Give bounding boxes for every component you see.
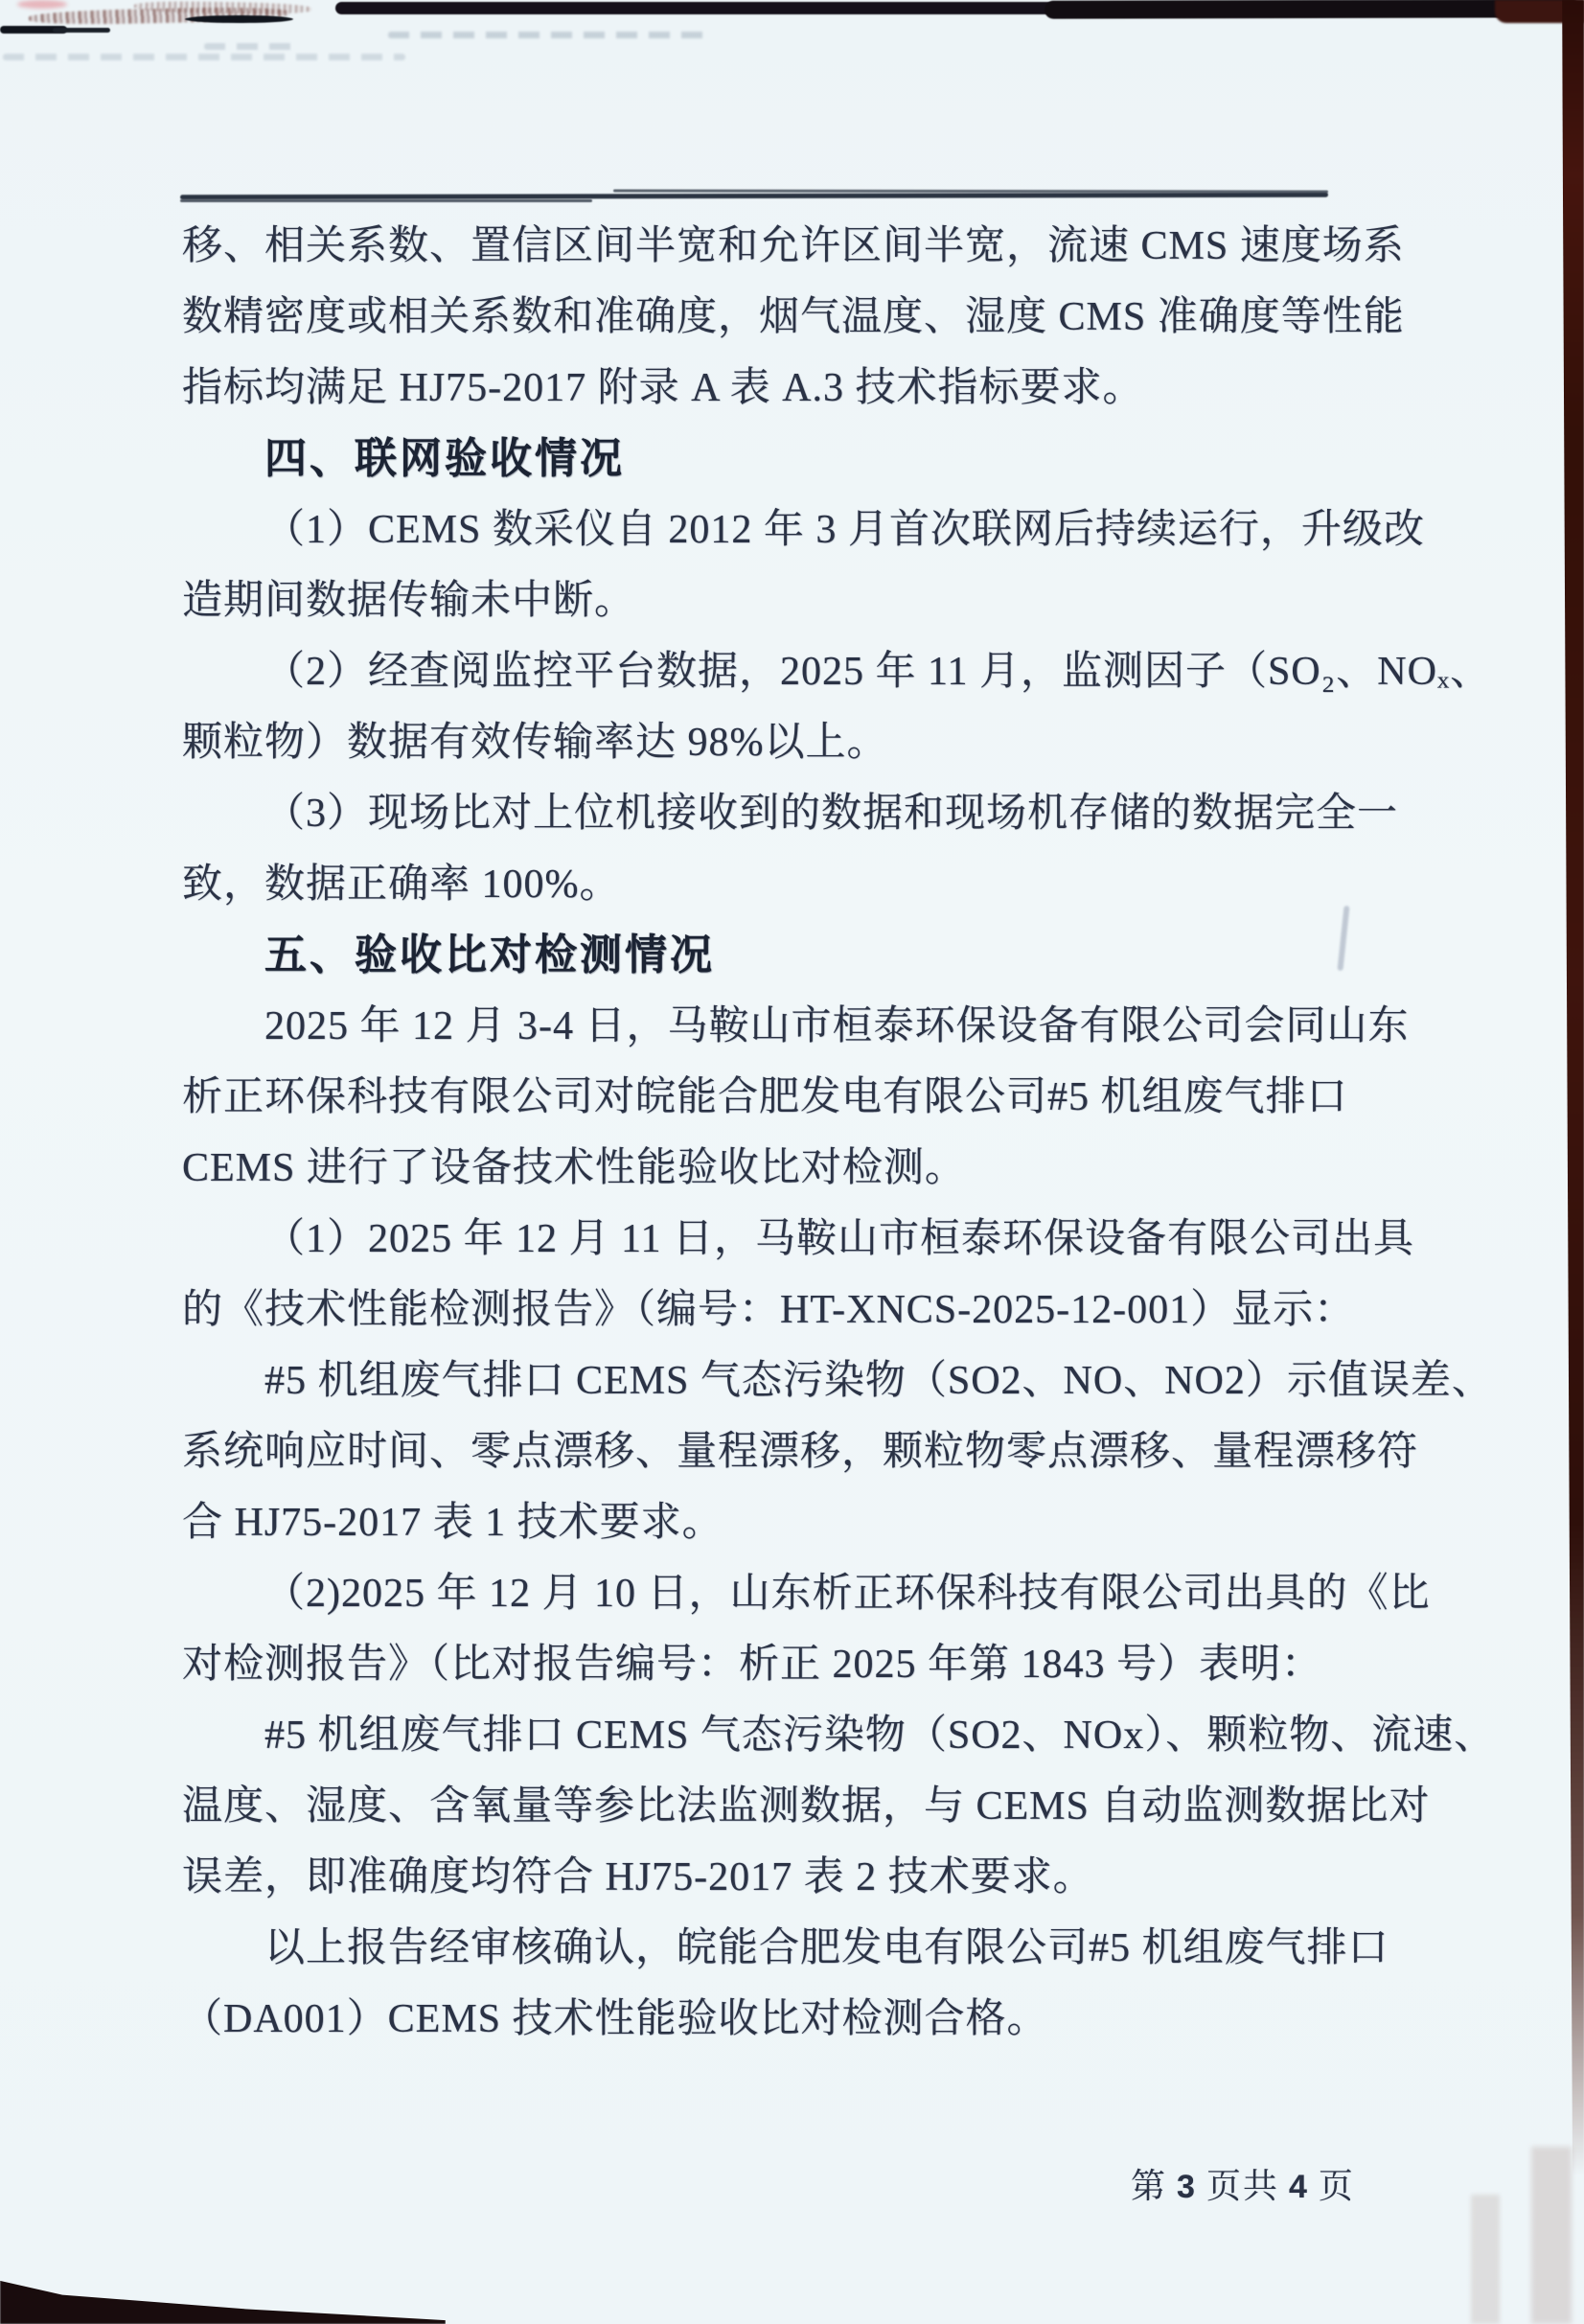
body-line: 的《技术性能检测报告》（编号：HT-XNCS-2025-12-001）显示： [182,1288,1356,1332]
scan-artifact-crease-mark [1337,906,1349,971]
scan-artifact-bleedthrough-row-3 [3,54,405,60]
body-line: 温度、湿度、含氧量等参比法监测数据，与 CEMS 自动监测数据比对 [182,1784,1431,1829]
scan-artifact-ink-line-a [185,15,293,23]
scan-artifact-bottom-right-streaks-2 [1531,2147,1572,2324]
scan-artifact-ink-line-left [0,26,67,34]
body-line: 致，数据正确率 100%。 [182,863,621,907]
body-line: （3）现场比对上位机接收到的数据和现场机存储的数据完全一 [264,792,1399,836]
body-line: CEMS 进行了设备技术性能验收比对检测。 [182,1146,966,1190]
scan-artifact-ink-line-left-2 [53,28,110,33]
scan-artifact-top-edge-band [335,2,1567,14]
body-line: 数精密度或相关系数和准确度，烟气温度、湿度 CMS 准确度等性能 [182,295,1405,339]
body-line: 以上报告经审核确认，皖能合肥发电有限公司#5 机组废气排口 [264,1926,1389,1970]
body-line: 误差，即准确度均符合 HJ75-2017 表 2 技术要求。 [182,1855,1094,1899]
scan-artifact-handwriting-smudge-2 [134,0,311,14]
body-line: 颗粒物）数据有效传输率达 98%以上。 [182,721,888,765]
body-line: 合 HJ75-2017 表 1 技术要求。 [182,1501,723,1545]
body-line: 系统响应时间、零点漂移、量程漂移，颗粒物零点漂移、量程漂移符 [182,1430,1419,1474]
page-number-prefix: 第 [1131,2167,1168,2205]
body-line: 对检测报告》（比对报告编号：析正 2025 年第 1843 号）表明： [182,1643,1323,1687]
scan-artifact-bottom-right-streaks [1471,2195,1500,2324]
page-number-suffix: 页 [1318,2167,1355,2205]
body-line: （1）CEMS 数采仪自 2012 年 3 月首次联网后持续运行，升级改 [264,508,1425,552]
scan-artifact-handwriting-smudge [29,6,289,26]
body-line: （2）经查阅监控平台数据，2025 年 11 月，监测因子（SO₂、NOₓ、 [264,650,1492,694]
body-line: #5 机组废气排口 CEMS 气态污染物（SO2、NOx）、颗粒物、流速、 [264,1714,1496,1758]
scan-artifact-right-edge-stripe [1562,0,1584,2175]
body-line: 析正环保科技有限公司对皖能合肥发电有限公司#5 机组废气排口 [182,1075,1348,1119]
page-number-mid: 页共 [1205,2167,1279,2205]
body-line: #5 机组废气排口 CEMS 气态污染物（SO2、NO、NO2）示值误差、 [264,1359,1493,1403]
scan-artifact-bottom-left-wedge [0,2277,446,2324]
header-rule-right-stroke [613,189,1328,193]
body-line: （2)2025 年 12 月 10 日，山东析正环保科技有限公司出具的《比 [264,1572,1431,1616]
body-line: 造期间数据传输未中断。 [182,579,636,623]
scan-artifact-pink-smudge [17,0,67,9]
scan-artifact-top-edge-band-thick [1045,0,1581,19]
document-body [182,211,1496,2055]
scan-artifact-bleedthrough-row-2 [204,43,300,50]
page-number [1131,2159,1355,2208]
scan-artifact-bleedthrough-row-1 [388,32,714,38]
body-line: 2025 年 12 月 3-4 日，马鞍山市桓泰环保设备有限公司会同山东 [264,1004,1410,1048]
section-heading-4: 四、联网验收情况 [264,435,625,482]
body-line: 移、相关系数、置信区间半宽和允许区间半宽，流速 CMS 速度场系 [182,224,1405,268]
body-line: （1）2025 年 12 月 11 日，马鞍山市桓泰环保设备有限公司出具 [264,1217,1414,1261]
current-page-number: 3 [1177,2169,1197,2205]
body-line: （DA001）CEMS 技术性能验收比对检测合格。 [182,1997,1048,2041]
header-rule-double-stroke [180,199,592,202]
total-page-number: 4 [1288,2169,1309,2205]
scan-artifact-top-right-corner-blob [1495,0,1584,23]
body-line: 指标均满足 HJ75-2017 附录 A 表 A.3 技术指标要求。 [182,366,1144,410]
section-heading-5: 五、验收比对检测情况 [264,932,715,978]
